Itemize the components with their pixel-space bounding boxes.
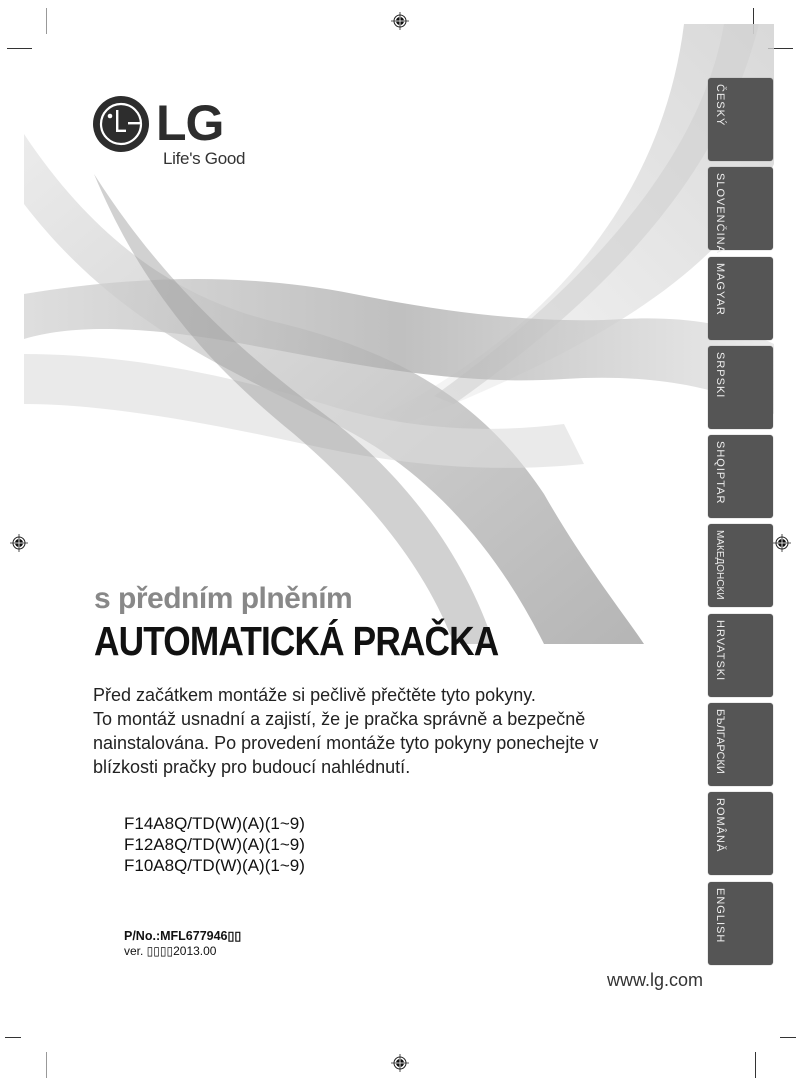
crop-mark-bottom-left-v: [46, 1052, 47, 1078]
tab-cesky[interactable]: ČESKÝ: [708, 78, 773, 161]
crop-mark-bottom-right-v: [755, 1052, 756, 1078]
intro-line: nainstalována. Po provedení montáže tyto pokyny ponechejte v: [93, 733, 599, 753]
brand-tagline: Life's Good: [163, 149, 246, 168]
intro-paragraph: [93, 683, 653, 779]
model-number: F10A8Q/TD(W)(A)(1~9): [124, 856, 305, 875]
tab-slovencina[interactable]: SLOVENČINA: [708, 167, 773, 250]
version-label: ver. ▯▯▯▯2013.00: [124, 944, 217, 958]
brand-name: LG: [156, 95, 224, 151]
tab-balgarski[interactable]: БЪЛГАРСКИ: [708, 703, 773, 786]
model-number: F14A8Q/TD(W)(A)(1~9): [124, 814, 305, 833]
registration-mark-bottom-icon: [391, 1054, 409, 1072]
intro-line: Před začátkem montáže si pečlivě přečtěte tyto pokyny.: [93, 685, 536, 705]
part-number: P/No.:MFL677946▯▯: [124, 929, 242, 943]
tab-magyar[interactable]: MAGYAR: [708, 257, 773, 340]
tab-hrvatski[interactable]: HRVATSKI: [708, 614, 773, 697]
registration-mark-right-icon: [773, 534, 791, 552]
tab-makedonski[interactable]: МАКЕДОНСКИ: [708, 524, 773, 607]
crop-mark-bottom-right-h: [780, 1037, 796, 1038]
crop-mark-bottom-left-h: [5, 1037, 21, 1038]
model-number: F12A8Q/TD(W)(A)(1~9): [124, 835, 305, 854]
website-link[interactable]: www.lg.com: [607, 970, 704, 990]
tab-shqiptar[interactable]: SHQIPTAR: [708, 435, 773, 518]
tab-srpski[interactable]: SRPSKI: [708, 346, 773, 429]
tab-english[interactable]: ENGLISH: [708, 882, 773, 965]
lg-face-logo-icon: [92, 95, 150, 153]
cover-subtitle: s předním plněním: [94, 582, 353, 615]
intro-line: blízkosti pračky pro budoucí nahlédnutí.: [93, 757, 411, 777]
intro-line: To montáž usnadní a zajistí, že je pračka správně a bezpečně: [93, 709, 586, 729]
cover-title: AUTOMATICKÁ PRAČKA: [94, 618, 499, 664]
tab-romana[interactable]: ROMÂNĂ: [708, 792, 773, 875]
model-list: [124, 813, 305, 876]
